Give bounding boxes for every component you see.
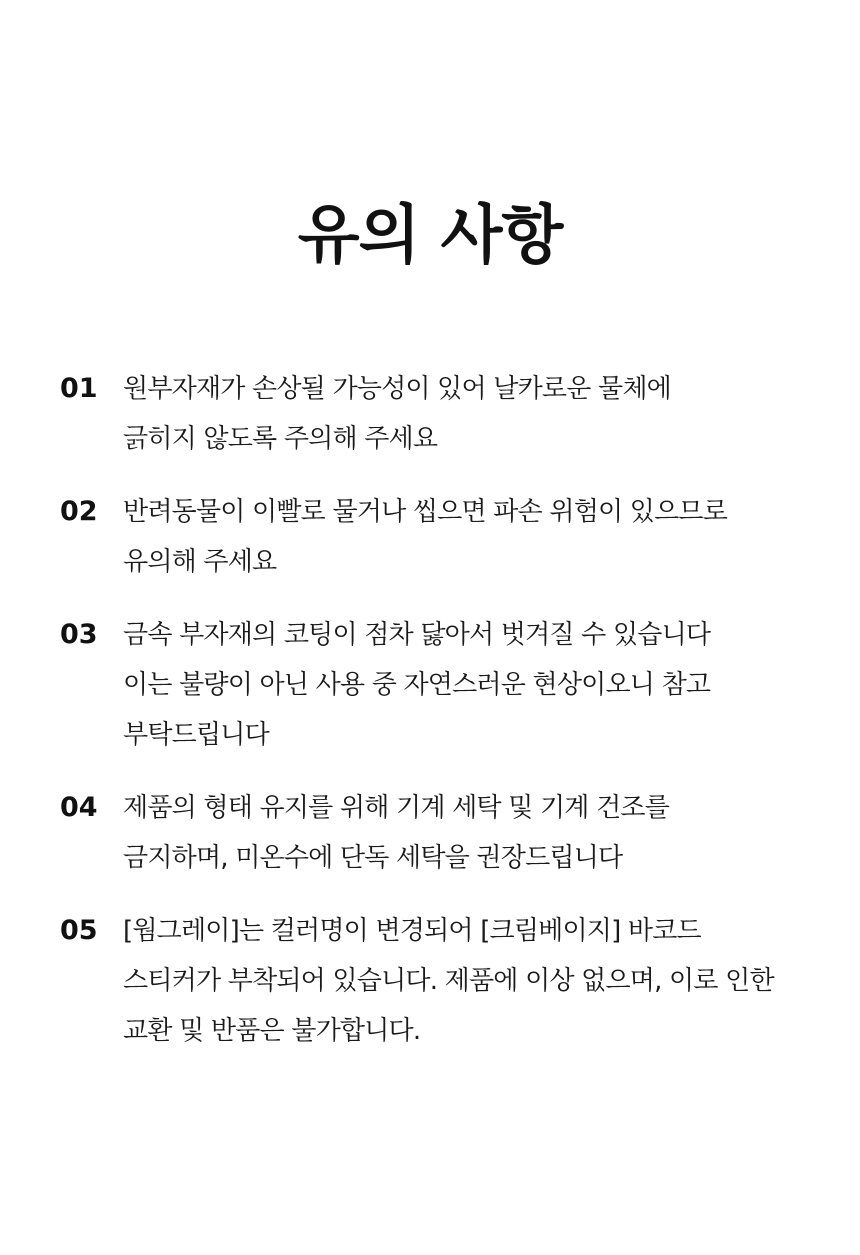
notice-line: 이는 불량이 아닌 사용 중 자연스러운 현상이오니 참고 [123,670,711,700]
notice-text [123,364,823,464]
notice-text [123,906,823,1056]
notice-text [123,487,823,587]
notice-line: 금지하며, 미온수에 단독 세탁을 권장드립니다 [123,843,623,873]
notice-line: 스티커가 부착되어 있습니다. 제품에 이상 없으며, 이로 인한 [123,966,774,996]
notice-line: 금속 부자재의 코팅이 점차 닳아서 벗겨질 수 있습니다 [123,620,711,650]
notice-line: 긁히지 않도록 주의해 주세요 [123,424,438,454]
notice-line: 반려동물이 이빨로 물거나 씹으면 파손 위험이 있으므로 [123,497,728,527]
notice-list [0,364,860,1079]
notice-item-05 [0,906,860,1056]
notice-number: 04 [60,792,98,823]
notice-text [123,610,823,760]
notice-number: 01 [60,373,98,404]
notice-number: 02 [60,496,98,527]
notice-line: 교환 및 반품은 불가합니다. [123,1016,421,1046]
notice-text [123,783,823,883]
notice-number: 05 [60,915,98,946]
notice-line: 유의해 주세요 [123,547,277,577]
notice-line: 부탁드립니다 [123,720,269,750]
notice-line: [웜그레이]는 컬러명이 변경되어 [크림베이지] 바코드 [123,916,701,946]
notice-item-03 [0,610,860,760]
notice-line: 제품의 형태 유지를 위해 기계 세탁 및 기계 건조를 [123,793,670,823]
notice-item-04 [0,783,860,883]
notice-item-01 [0,364,860,464]
notice-line: 원부자재가 손상될 가능성이 있어 날카로운 물체에 [123,374,671,404]
page-title: 유의 사항 [297,199,563,273]
notice-number: 03 [60,619,98,650]
notice-item-02 [0,487,860,587]
